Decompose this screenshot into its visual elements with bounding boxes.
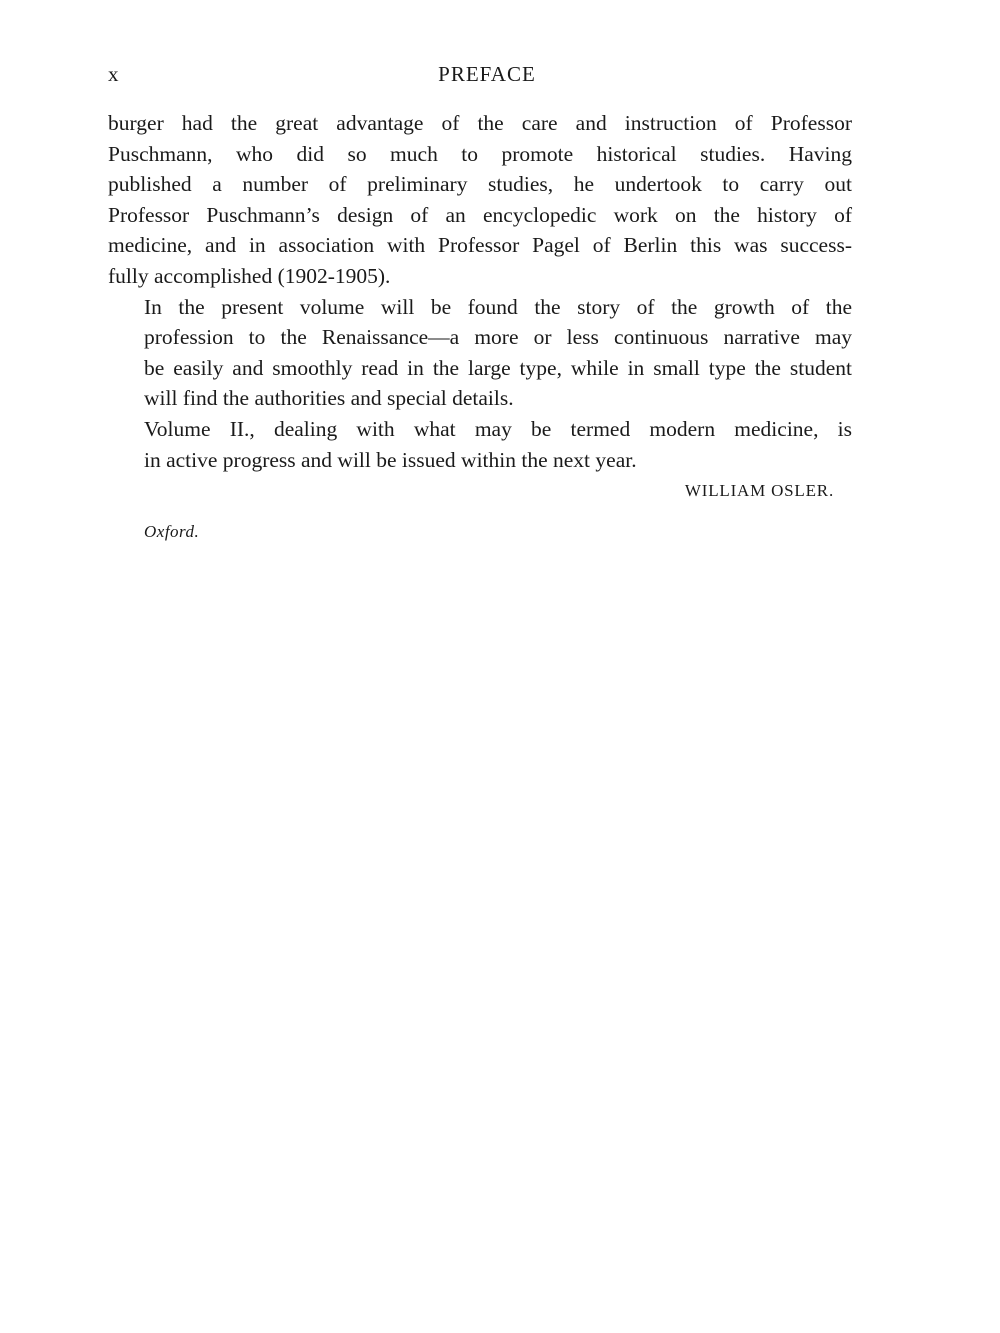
text-line: published a number of preliminary studies, he undertook to carry out: [108, 172, 852, 197]
text-line: be easily and smoothly read in the large type, while in small type the student: [144, 355, 852, 380]
author-signature: WILLIAM OSLER.: [684, 481, 834, 500]
text-line: fully accomplished (1902-1905).: [108, 263, 391, 288]
text-line: Professor Puschmann’s design of an encyclopedic work on the history of: [108, 202, 852, 227]
text-line: burger had the great advantage of the care and instruction of Professor: [108, 111, 852, 135]
running-head: [108, 62, 852, 90]
text-line: will find the authorities and special details.: [144, 386, 514, 411]
text-line: Puschmann, who did so much to promote historical studies. Having: [108, 141, 852, 166]
paragraph-1: [108, 108, 852, 292]
text-line: Volume II., dealing with what may be termed modern medicine, is: [144, 416, 852, 441]
place-of-writing: Oxford.: [144, 522, 200, 541]
text-line: medicine, and in association with Professor Pagel of Berlin this was success-: [108, 233, 852, 258]
running-title: PREFACE: [438, 62, 536, 86]
text-line: in active progress and will be issued within the next year.: [144, 447, 637, 472]
paragraph-3: [108, 414, 852, 475]
text-line: In the present volume will be found the story of the growth of the: [144, 294, 852, 319]
paragraph-2: [108, 292, 852, 414]
page-number: x: [108, 62, 120, 86]
text-line: profession to the Renaissance—a more or less continuous narrative may: [144, 325, 852, 350]
body-text: [108, 108, 852, 475]
